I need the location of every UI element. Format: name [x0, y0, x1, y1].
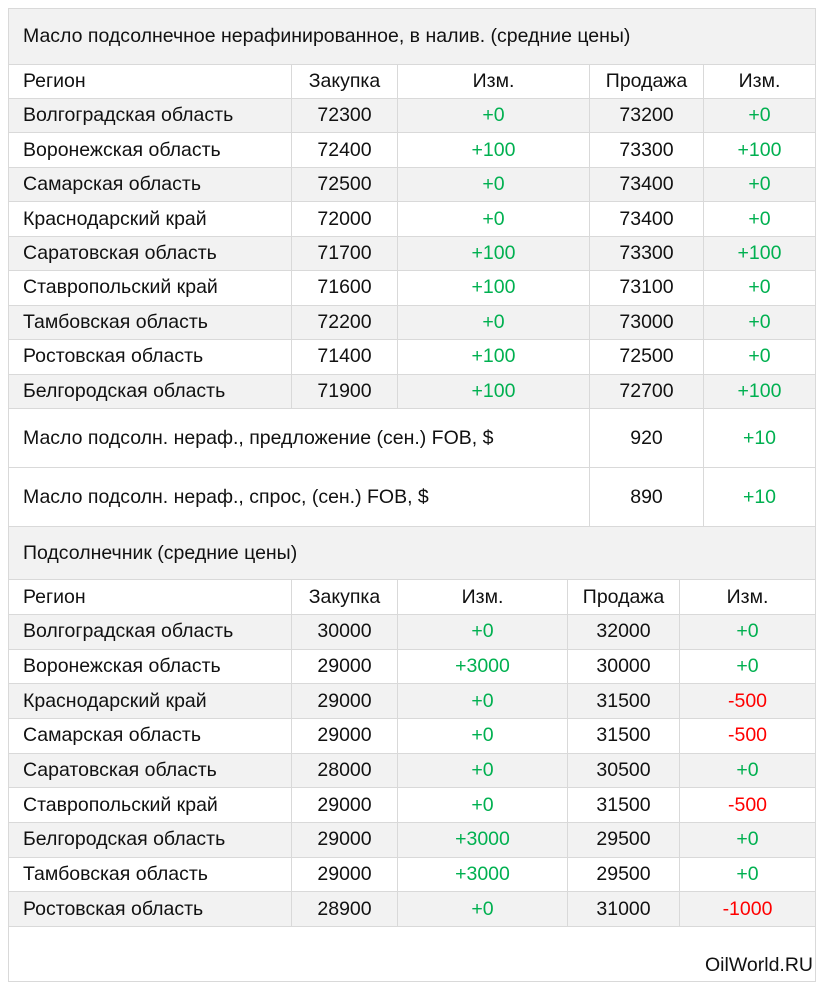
- buy-change-cell: +0: [397, 615, 567, 649]
- sell-price-cell: 72700: [589, 375, 703, 408]
- buy-change-cell: +3000: [397, 858, 567, 892]
- fob-demand-change: +10: [703, 468, 815, 526]
- region-cell: Ставропольский край: [23, 276, 218, 299]
- region-cell: Ростовская область: [23, 897, 204, 920]
- buy-price-cell: 72300: [291, 99, 397, 132]
- sell-price-cell: 73400: [589, 168, 703, 201]
- fob-offer-row: [9, 409, 815, 468]
- buy-change-cell: +3000: [397, 823, 567, 857]
- buy-price-cell: 71600: [291, 271, 397, 304]
- buy-change-cell: +0: [397, 719, 567, 753]
- seeds-table-header: [9, 580, 815, 615]
- buy-price-cell: 72200: [291, 306, 397, 339]
- fob-offer-change: +10: [703, 409, 815, 467]
- header-buy: Закупка: [291, 65, 397, 98]
- region-cell: Тамбовская область: [23, 863, 208, 886]
- buy-change-cell: +100: [397, 133, 589, 166]
- sell-change-cell: -500: [679, 788, 815, 822]
- table-row: [9, 754, 815, 789]
- header-sell: Продажа: [567, 580, 679, 614]
- region-cell: Воронежская область: [23, 654, 221, 677]
- fob-offer-value: 920: [589, 409, 703, 467]
- sell-change-cell: +100: [703, 375, 815, 408]
- buy-change-cell: +100: [397, 375, 589, 408]
- region-cell: Самарская область: [23, 173, 201, 196]
- table-row: [9, 237, 815, 271]
- table-row: [9, 684, 815, 719]
- buy-price-cell: 28900: [291, 892, 397, 926]
- sell-change-cell: +0: [679, 754, 815, 788]
- region-cell: Ростовская область: [23, 345, 204, 368]
- oil-title: Масло подсолнечное нерафинированное, в налив. (средние цены): [23, 25, 631, 47]
- sell-price-cell: 73100: [589, 271, 703, 304]
- site-watermark: OilWorld.RU: [705, 954, 813, 976]
- table-row: [9, 99, 815, 133]
- sell-change-cell: +0: [679, 823, 815, 857]
- table-row: [9, 615, 815, 650]
- buy-change-cell: +0: [397, 99, 589, 132]
- sell-change-cell: +0: [703, 271, 815, 304]
- table-row: [9, 375, 815, 409]
- header-region: Регион: [23, 585, 86, 608]
- table-row: [9, 133, 815, 167]
- sell-price-cell: 72500: [589, 340, 703, 373]
- buy-price-cell: 72500: [291, 168, 397, 201]
- oil-table-header: [9, 65, 815, 99]
- buy-change-cell: +100: [397, 271, 589, 304]
- buy-price-cell: 72400: [291, 133, 397, 166]
- header-buy-change: Изм.: [397, 65, 589, 98]
- sell-change-cell: +0: [703, 99, 815, 132]
- sell-change-cell: +0: [679, 615, 815, 649]
- sell-price-cell: 73400: [589, 202, 703, 235]
- fob-demand-label: Масло подсолн. нераф., спрос, (сен.) FOB, $: [23, 485, 429, 508]
- buy-change-cell: +3000: [397, 650, 567, 684]
- buy-price-cell: 72000: [291, 202, 397, 235]
- sell-price-cell: 73200: [589, 99, 703, 132]
- region-cell: Саратовская область: [23, 241, 217, 264]
- header-buy-change: Изм.: [397, 580, 567, 614]
- region-cell: Тамбовская область: [23, 310, 208, 333]
- sell-change-cell: +0: [703, 202, 815, 235]
- region-cell: Ставропольский край: [23, 793, 218, 816]
- table-row: [9, 340, 815, 374]
- buy-price-cell: 71700: [291, 237, 397, 270]
- sell-change-cell: -1000: [679, 892, 815, 926]
- buy-price-cell: 29000: [291, 858, 397, 892]
- buy-price-cell: 29000: [291, 719, 397, 753]
- buy-price-cell: 29000: [291, 684, 397, 718]
- header-sell-change: Изм.: [703, 65, 815, 98]
- sell-change-cell: +100: [703, 237, 815, 270]
- region-cell: Воронежская область: [23, 138, 221, 161]
- oil-section-title: [9, 9, 815, 65]
- table-row: [9, 858, 815, 893]
- sell-change-cell: -500: [679, 684, 815, 718]
- sell-change-cell: +0: [679, 858, 815, 892]
- table-row: [9, 168, 815, 202]
- sell-change-cell: +0: [703, 168, 815, 201]
- buy-change-cell: +100: [397, 237, 589, 270]
- header-sell: Продажа: [589, 65, 703, 98]
- region-cell: Волгоградская область: [23, 104, 234, 127]
- table-row: [9, 650, 815, 685]
- buy-change-cell: +0: [397, 168, 589, 201]
- table-row: [9, 271, 815, 305]
- region-cell: Белгородская область: [23, 379, 226, 402]
- table-row: [9, 202, 815, 236]
- fob-demand-value: 890: [589, 468, 703, 526]
- buy-change-cell: +0: [397, 306, 589, 339]
- buy-price-cell: 29000: [291, 823, 397, 857]
- seeds-title: Подсолнечник (средние цены): [23, 541, 298, 564]
- seeds-section-title: [9, 527, 815, 580]
- header-region: Регион: [23, 70, 86, 92]
- sell-price-cell: 31500: [567, 719, 679, 753]
- table-row: [9, 306, 815, 340]
- sell-price-cell: 73300: [589, 237, 703, 270]
- buy-change-cell: +0: [397, 892, 567, 926]
- fob-offer-label: Масло подсолн. нераф., предложение (сен.) FOB, $: [23, 426, 494, 449]
- region-cell: Саратовская область: [23, 759, 217, 781]
- header-sell-change: Изм.: [679, 580, 815, 614]
- buy-change-cell: +100: [397, 340, 589, 373]
- sell-price-cell: 30000: [567, 650, 679, 684]
- buy-change-cell: +0: [397, 202, 589, 235]
- region-cell: Волгоградская область: [23, 620, 234, 643]
- buy-change-cell: +0: [397, 788, 567, 822]
- buy-price-cell: 71400: [291, 340, 397, 373]
- price-sheet: [8, 8, 816, 982]
- sell-price-cell: 73000: [589, 306, 703, 339]
- sell-change-cell: -500: [679, 719, 815, 753]
- region-cell: Краснодарский край: [23, 207, 207, 230]
- buy-price-cell: 28000: [291, 754, 397, 788]
- fob-demand-row: [9, 468, 815, 527]
- sell-price-cell: 29500: [567, 823, 679, 857]
- sell-price-cell: 32000: [567, 615, 679, 649]
- sell-price-cell: 31500: [567, 684, 679, 718]
- buy-change-cell: +0: [397, 684, 567, 718]
- header-buy: Закупка: [291, 580, 397, 614]
- sell-price-cell: 31000: [567, 892, 679, 926]
- table-row: [9, 719, 815, 754]
- table-row: [9, 892, 815, 927]
- table-row: [9, 788, 815, 823]
- buy-price-cell: 30000: [291, 615, 397, 649]
- region-cell: Краснодарский край: [23, 689, 207, 712]
- sell-price-cell: 29500: [567, 858, 679, 892]
- region-cell: Белгородская область: [23, 828, 226, 851]
- buy-price-cell: 29000: [291, 788, 397, 822]
- sell-price-cell: 73300: [589, 133, 703, 166]
- sell-price-cell: 30500: [567, 754, 679, 788]
- sell-change-cell: +0: [679, 650, 815, 684]
- buy-price-cell: 29000: [291, 650, 397, 684]
- sell-change-cell: +100: [703, 133, 815, 166]
- sell-change-cell: +0: [703, 340, 815, 373]
- buy-change-cell: +0: [397, 754, 567, 788]
- region-cell: Самарская область: [23, 724, 201, 747]
- sell-price-cell: 31500: [567, 788, 679, 822]
- sell-change-cell: +0: [703, 306, 815, 339]
- buy-price-cell: 71900: [291, 375, 397, 408]
- table-row: [9, 823, 815, 858]
